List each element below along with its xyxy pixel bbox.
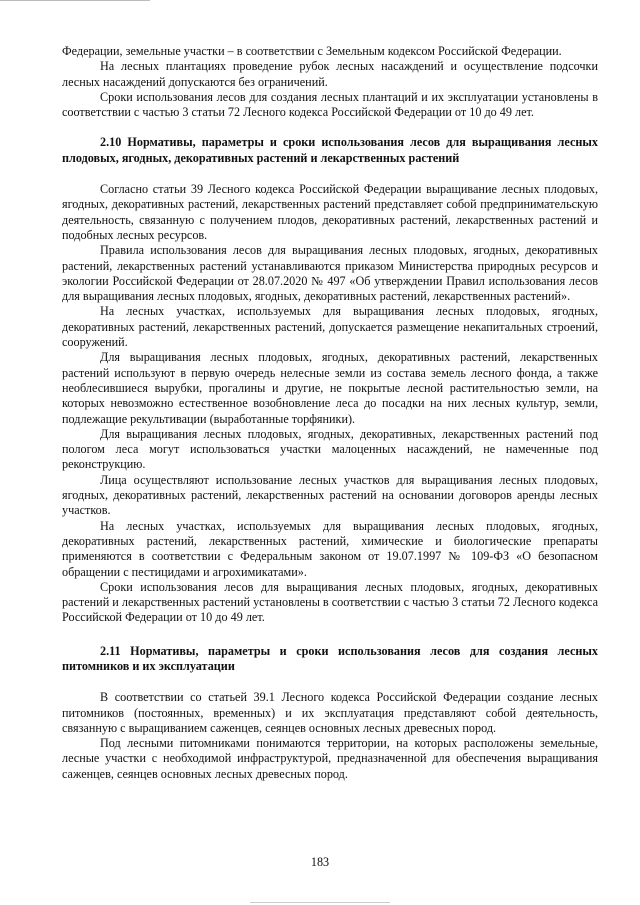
section-2-10-paragraph-4: Для выращивания лесных плодовых, ягодных, декоративных растений, лекарственных растений используют в первую очередь нелесные земли из состава земель лесного фонда, а также необлесившиеся вырубки, прогалины и другие, не покрытые лесной растительностью земли, на которых невозможно естественное возобновление леса до посадки на них лесных культур, земли, подлежащие рекультивации (выработанные торфяники). [62, 350, 598, 426]
scan-edge-line-bottom [250, 902, 390, 903]
section-2-11-paragraph-1: В соответствии со статьей 39.1 Лесного кодекса Российской Федерации создание лесных питомников (постоянных, временных) и их эксплуатация представляют собой деятельность, связанную с выращиванием саженцев, сеянцев основных лесных древесных пород. [62, 690, 598, 735]
section-2-10-paragraph-7: На лесных участках, используемых для выращивания лесных плодовых, ягодных, декоративных растений, лекарственных растений, химические и биологические препараты применяются в соответствии с Федеральным законом от 19.07.1997 № 109-ФЗ «О безопасном обращении с пестицидами и агрохимикатами». [62, 518, 598, 579]
intro-paragraph-1: Федерации, земельные участки – в соответствии с Земельным кодексом Российской Федерации. [62, 44, 562, 58]
intro-paragraph-3: Сроки использования лесов для создания лесных плантаций и их эксплуатации установлены в соответствии с частью 3 статьи 72 Лесного кодекса Российской Федерации от 10 до 49 лет. [62, 89, 598, 120]
scan-edge-line [0, 0, 150, 1]
document-body [62, 44, 598, 782]
page-number: 183 [310, 855, 330, 869]
section-2-10-paragraph-8: Сроки использования лесов для выращивания лесных плодовых, ягодных, декоративных растений и лекарственных растений установлены в соответствии с частью 3 статьи 72 Лесного кодекса Российской Федерации от 10 до 49 лет. [62, 579, 598, 625]
section-2-10-paragraph-5: Для выращивания лесных плодовых, ягодных, декоративных, лекарственных растений под пологом леса могут использоваться участки малоценных насаждений, не намеченные под реконструкцию. [62, 426, 598, 472]
intro-paragraph-2: На лесных плантациях проведение рубок лесных насаждений и осуществление подсочки лесных насаждений допускаются без ограничений. [62, 59, 598, 89]
section-2-10-paragraph-1: Согласно статьи 39 Лесного кодекса Российской Федерации выращивание лесных плодовых, ягодных, декоративных растений, лекарственных растений представляет собой предпринимательскую деятельность, связанную с получением плодов, декоративных растений, лекарственных растений и подобных лесных ресурсов. [62, 182, 598, 242]
section-2-10-paragraph-2: Правила использования лесов для выращивания лесных плодовых, ягодных, декоративных растений, лекарственных растений устанавливаются приказом Министерства природных ресурсов и экологии Российской Федерации от 28.07.2020 № 497 «Об утверждении Правил использования лесов для выращивания лесных плодовых, ягодных, декоративных растений, лекарственных растений». [62, 243, 598, 304]
section-2-10-paragraph-3: На лесных участках, используемых для выращивания лесных плодовых, ягодных, декоративных растений, лекарственных растений, допускается размещение некапитальных строений, сооружений. [62, 304, 598, 350]
section-2-10-heading: 2.10 Нормативы, параметры и сроки использования лесов для выращивания лесных плодовых, ягодных, декоративных растений и лекарственных растений [62, 135, 598, 165]
section-2-10-paragraph-6: Лица осуществляют использование лесных участков для выращивания лесных плодовых, ягодных, декоративных растений, лекарственных растений на основании договоров аренды лесных участков. [62, 472, 598, 518]
section-2-11-heading: 2.11 Нормативы, параметры и сроки использования лесов для создания лесных питомников и их эксплуатации [62, 643, 598, 673]
section-2-11-paragraph-2: Под лесными питомниками понимаются территории, на которых расположены земельные, лесные участки с необходимой инфраструктурой, предназначенной для обеспечения выращивания саженцев, сеянцев основных лесных древесных пород. [62, 736, 598, 781]
